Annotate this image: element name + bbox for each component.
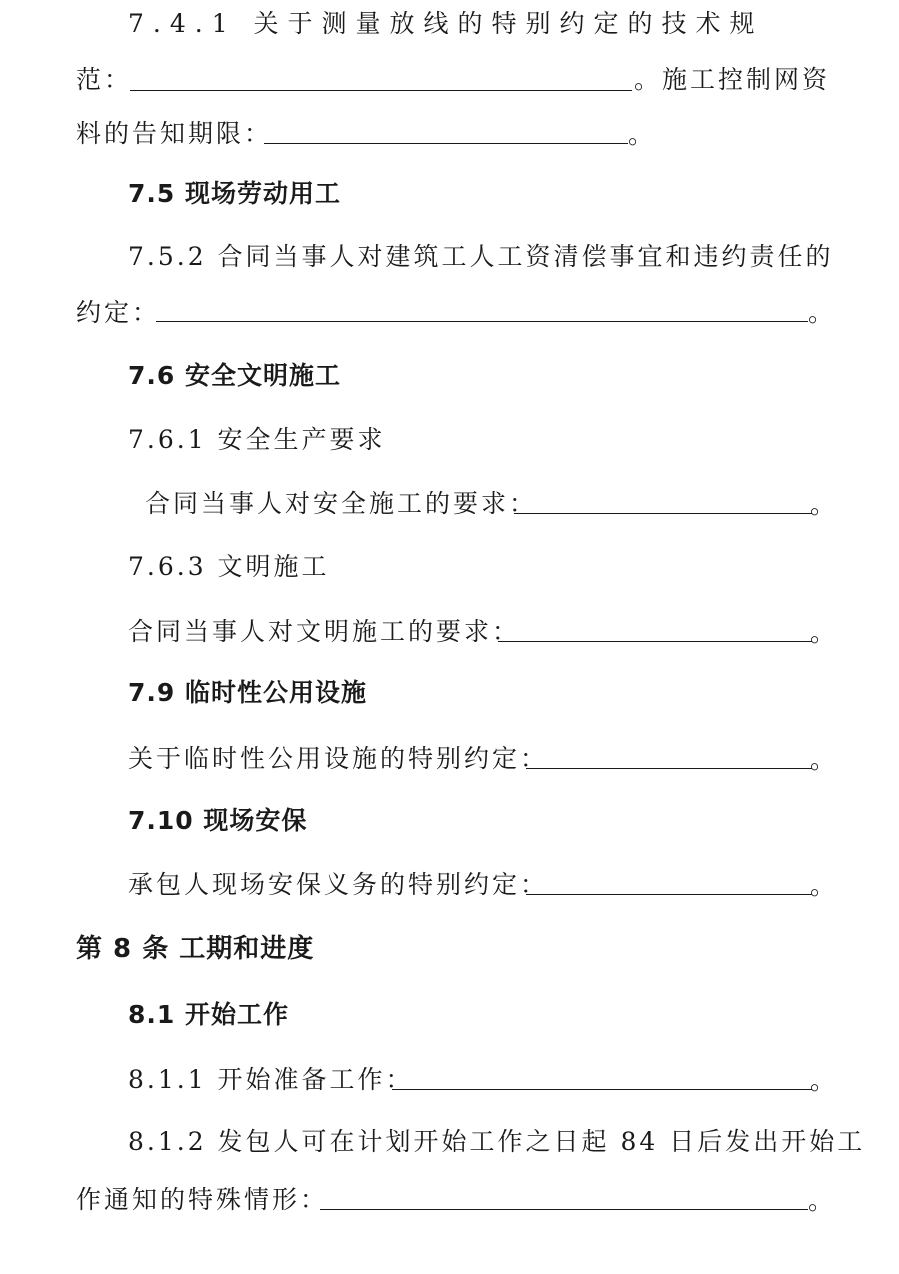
period: 。 <box>808 298 834 327</box>
heading-7-10: 7.10 现场安保 <box>128 806 308 835</box>
heading-8-1: 8.1 开始工作 <box>128 1000 289 1029</box>
period: 。 <box>628 120 654 149</box>
clause-7-4-1-label: 范： <box>76 65 133 94</box>
clause-8-1-2-line1: 8.1.2 发包人可在计划开始工作之日起 84 日后发出开始工 <box>128 1127 866 1156</box>
blank-field[interactable] <box>514 513 812 514</box>
clause-8-1-2-label: 作通知的特殊情形： <box>76 1185 329 1214</box>
clause-7-9-label: 关于临时性公用设施的特别约定： <box>128 744 549 773</box>
clause-7-6-1-label: 合同当事人对安全施工的要求： <box>145 489 538 518</box>
heading-article-8: 第 8 条 工期和进度 <box>76 934 315 964</box>
period: 。 <box>810 1066 836 1095</box>
clause-7-6-1: 7.6.1 安全生产要求 <box>128 425 386 454</box>
period: 。 <box>810 618 836 647</box>
blank-field[interactable] <box>130 90 632 91</box>
heading-7-9: 7.9 临时性公用设施 <box>128 678 367 707</box>
blank-field[interactable] <box>156 321 808 322</box>
clause-7-4-1-label2: 料的告知期限： <box>76 119 273 148</box>
period: 。 <box>810 490 836 519</box>
blank-field[interactable] <box>526 768 812 769</box>
clause-7-4-1-mid: 。施工控制网资 <box>634 65 831 94</box>
blank-field[interactable] <box>526 894 812 895</box>
clause-8-1-1-label: 8.1.1 开始准备工作： <box>128 1065 414 1094</box>
heading-7-6: 7.6 安全文明施工 <box>128 361 341 390</box>
clause-7-5-2-line1: 7.5.2 合同当事人对建筑工人工资清偿事宜和违约责任的 <box>128 242 834 271</box>
clause-7-10-label: 承包人现场安保义务的特别约定： <box>128 870 549 899</box>
period: 。 <box>810 871 836 900</box>
blank-field[interactable] <box>264 143 628 144</box>
clause-7-4-1-line1: 7.4.1 关于测量放线的特别约定的技术规 <box>128 9 764 38</box>
blank-field[interactable] <box>320 1209 808 1210</box>
clause-7-6-3-label: 合同当事人对文明施工的要求： <box>128 617 521 646</box>
clause-7-5-2-label: 约定： <box>76 298 161 327</box>
period: 。 <box>810 745 836 774</box>
blank-field[interactable] <box>498 641 812 642</box>
blank-field[interactable] <box>392 1089 812 1090</box>
clause-7-6-3: 7.6.3 文明施工 <box>128 552 330 581</box>
period: 。 <box>808 1186 834 1215</box>
heading-7-5: 7.5 现场劳动用工 <box>128 179 341 208</box>
